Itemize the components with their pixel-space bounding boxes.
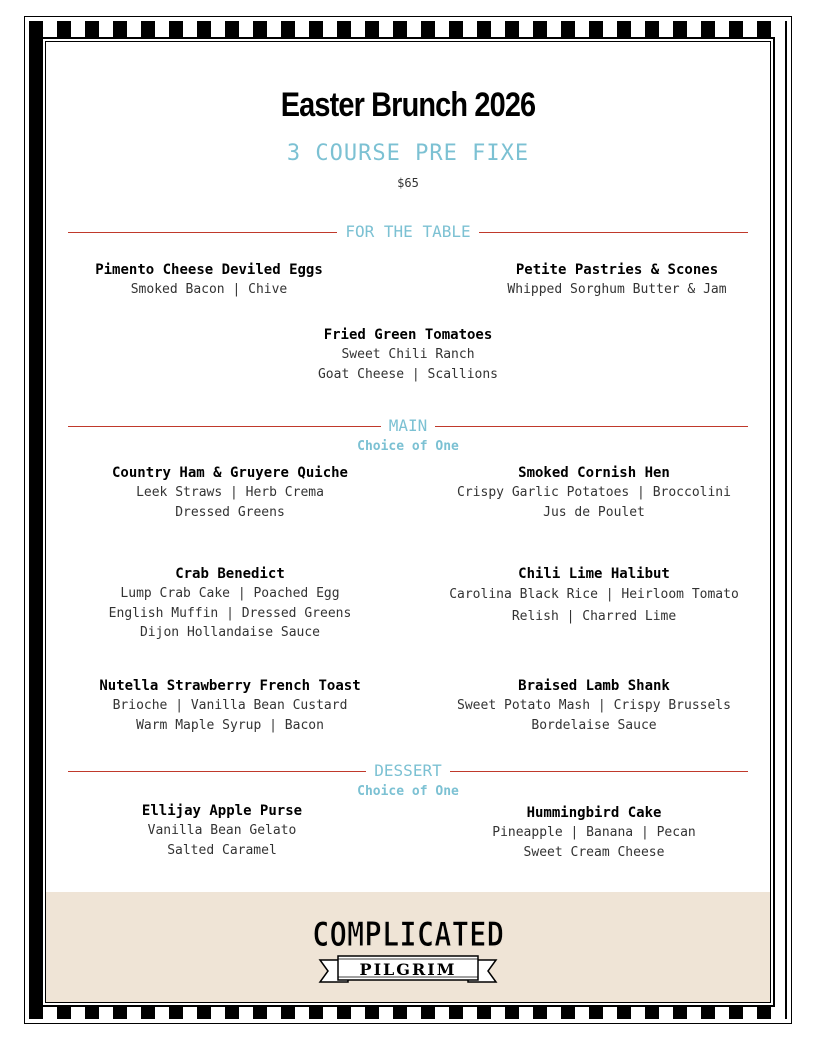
logo-text-bottom: PILGRIM <box>359 960 457 979</box>
item-name: Chili Lime Halibut <box>518 566 670 582</box>
menu-item <box>65 564 395 643</box>
menu-item <box>429 463 759 522</box>
item-name: Petite Pastries & Scones <box>515 262 719 278</box>
item-name: Nutella Strawberry French Toast <box>99 678 361 694</box>
section-label-main: MAIN <box>381 416 436 435</box>
menu-subtitle: 3 COURSE PRE FIXE <box>286 141 530 166</box>
complicated-pilgrim-logo <box>308 912 508 992</box>
item-name: Pimento Cheese Deviled Eggs <box>95 262 323 278</box>
item-desc: Brioche | Vanilla Bean Custard <box>112 698 348 713</box>
menu-price: $65 <box>397 176 419 190</box>
item-name: Hummingbird Cake <box>526 805 662 821</box>
menu-item <box>243 325 573 384</box>
item-desc: Pineapple | Banana | Pecan <box>492 825 696 840</box>
item-desc: Bordelaise Sauce <box>531 717 657 733</box>
section-header-table <box>68 222 748 242</box>
item-desc: Dressed Greens <box>175 504 285 520</box>
menu-item <box>65 676 395 735</box>
item-desc: Whipped Sorghum Butter & Jam <box>507 282 727 297</box>
menu-item <box>57 801 387 860</box>
item-desc: Sweet Potato Mash | Crispy Brussels <box>457 698 731 713</box>
item-desc: English Muffin | Dressed Greens <box>108 605 352 621</box>
item-desc: Leek Straws | Herb Crema <box>136 485 324 500</box>
item-desc: Dijon Hollandaise Sauce <box>139 625 320 640</box>
item-name: Braised Lamb Shank <box>518 678 670 694</box>
item-desc: Relish | Charred Lime <box>511 609 677 624</box>
item-desc: Carolina Black Rice | Heirloom Tomato <box>449 587 739 602</box>
item-desc: Sweet Chili Ranch <box>341 347 475 362</box>
section-label-dessert: DESSERT <box>366 761 449 780</box>
item-desc: Salted Caramel <box>167 842 277 858</box>
item-name: Smoked Cornish Hen <box>518 465 670 481</box>
item-name: Country Ham & Gruyere Quiche <box>111 465 348 481</box>
section-header-dessert <box>68 761 748 781</box>
item-desc: Lump Crab Cake | Poached Egg <box>120 586 340 601</box>
choice-note-main: Choice of One <box>357 439 459 454</box>
logo-text-top-highlight: COMPLICATED <box>312 915 504 955</box>
menu-item <box>452 260 782 300</box>
item-name: Fried Green Tomatoes <box>323 327 493 343</box>
menu-item <box>65 463 395 522</box>
menu-item <box>429 564 759 628</box>
menu-item <box>429 803 759 862</box>
item-desc: Warm Maple Syrup | Bacon <box>136 717 324 733</box>
item-desc: Goat Cheese | Scallions <box>317 366 498 382</box>
item-desc: Smoked Bacon | Chive <box>130 282 288 297</box>
page-title: Easter Brunch 2026 <box>280 86 536 124</box>
menu-item <box>429 676 759 735</box>
item-name: Crab Benedict <box>175 566 285 582</box>
item-desc: Crispy Garlic Potatoes | Broccolini <box>457 485 731 500</box>
item-name: Ellijay Apple Purse <box>141 803 303 819</box>
item-desc: Vanilla Bean Gelato <box>147 823 297 838</box>
item-desc: Jus de Poulet <box>543 504 645 520</box>
logo-text-top: COMPLICATED <box>312 915 504 955</box>
section-header-main <box>68 416 748 436</box>
section-label-table: FOR THE TABLE <box>337 222 478 241</box>
item-desc: Sweet Cream Cheese <box>523 844 665 860</box>
menu-item <box>44 260 374 300</box>
choice-note-dessert: Choice of One <box>357 784 459 799</box>
